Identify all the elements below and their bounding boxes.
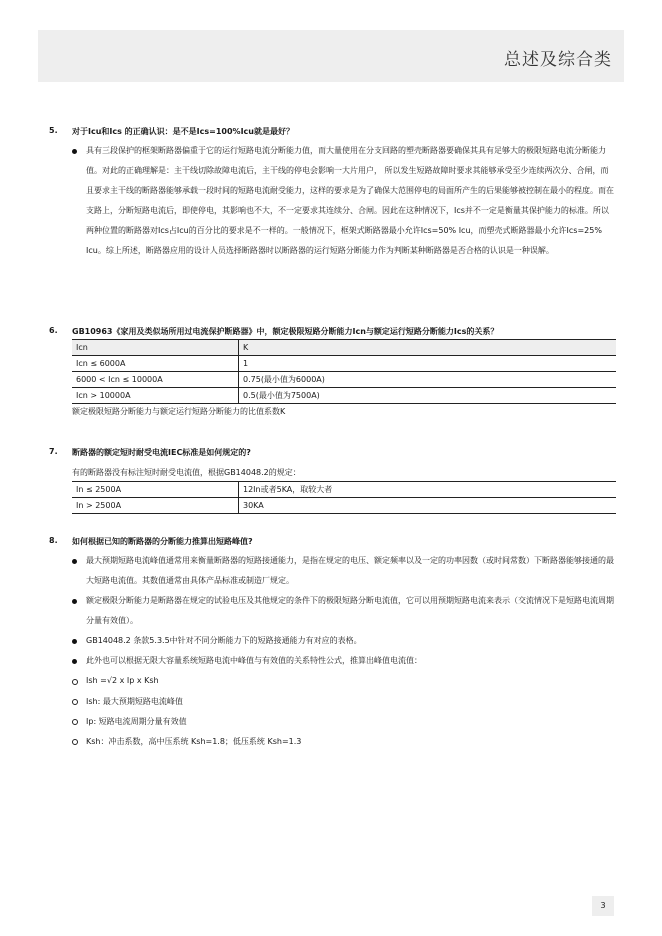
definition-line: Ip: 短路电流周期分量有效值 [86,717,187,726]
bullet-icon [72,559,77,564]
table-cell: K [239,340,617,356]
section-title: 总述及综合类 [504,50,612,70]
table-cell: 0.5(最小值为7500A) [239,388,617,404]
sub-bullet-icon [72,679,78,685]
sub-bullet-icon [72,719,78,725]
sub-bullet-icon [72,699,78,705]
table-row [72,356,616,372]
definition-line: Ish: 最大预期短路电流峰值 [86,697,183,706]
table-cell: 1 [239,356,617,372]
table-cell: Icn > 10000A [72,388,239,404]
definition-line: Ksh：冲击系数，高中压系统 Ksh=1.8；低压系统 Ksh=1.3 [86,737,302,746]
question-5-title: 对于Icu和Ics 的正确认识：是不是Ics=100%Icu就是最好？ [72,127,294,136]
header-band [38,30,624,82]
table-row [72,388,616,404]
in-rating-table [72,481,616,514]
question-5-number: 5. [49,126,58,135]
table-caption: 额定极限短路分断能力与额定运行短路分断能力的比值系数K [72,407,286,416]
icn-k-table [72,339,616,404]
table-cell: Icn [72,340,239,356]
question-8-bullet-2: 额定极限分断能力是断路器在规定的试验电压及其他规定的条件下的极限短路分断电流值，它可以用预期短路电流来表示（交流情况下是短路电流周期分量有效值）。 [86,596,614,625]
question-8-bullet-4: 此外也可以根据无限大容量系统短路电流中峰值与有效值的关系特性公式，推算出峰值电流值： [86,656,422,665]
bullet-icon [72,149,77,154]
table-row [72,372,616,388]
question-7-intro: 有的断路器没有标注短时耐受电流值，根据GB14048.2的规定： [72,468,301,477]
page-number: 3 [592,896,614,916]
question-5-paragraph: 具有三段保护的框架断路器偏重于它的运行短路电流分断能力值，而大量使用在分支回路的塑壳断路器要确保其具有足够大的极限短路电流分断能力值。对此的正确理解是：主干线切除故障电流后，主干线的停电会影响一大片用户， 所以发生短路故障时要求其能够承受至少连续两次分、合闸，而且要求主干线的断路器能够承载一段时间的短路电流耐受能力，这样的要求是为了确保大范围停电的局面所产生的后果能够被控制在最小的程度。而在支路上，分断短路电流后，即使停电，其影响也不大，不一定要求其连续分、合闸。因此在这种情况下，Ics并不一定是衡量其保护能力的标准。所以两种位置的断路器对Ics占Icu的百分比的要求是不一样的。一般情况下，框架式断路器最小允许Ics=50% Icu，而塑壳式断路器最小允许Ics=25% Icu。综上所述，断路器应用的设计人员选择断路器时以断路器的运行短路分断能力作为判断某种断路器是否合格的认识是一种误解。 [86,146,614,255]
question-8-bullet-1: 最大预期短路电流峰值通常用来衡量断路器的短路接通能力，是指在规定的电压、额定频率以及一定的功率因数（或时间常数）下断路器能够接通的最大短路电流值。其数值通常由具体产品标准或制造厂规定。 [86,556,614,585]
table-row [72,482,616,498]
question-7-number: 7. [49,447,58,456]
table-cell: 30KA [239,498,617,514]
table-cell: 12In或者5KA，取较大者 [239,482,617,498]
bullet-icon [72,639,77,644]
sub-bullet-icon [72,739,78,745]
question-8-bullet-3: GB14048.2 条款5.3.5中针对不同分断能力下的短路接通能力有对应的表格。 [86,636,362,645]
bullet-icon [72,599,77,604]
table-cell: 0.75(最小值为6000A) [239,372,617,388]
question-6-title: GB10963《家用及类似场所用过电流保护断路器》中，额定极限短路分断能力Icn与额定运行短路分断能力Ics的关系？ [72,327,499,336]
bullet-icon [72,659,77,664]
question-8-title: 如何根据已知的断路器的分断能力推算出短路峰值? [72,537,253,546]
table-cell: In > 2500A [72,498,239,514]
table-cell: Icn ≤ 6000A [72,356,239,372]
table-row [72,498,616,514]
question-6-number: 6. [49,326,58,335]
question-8-number: 8. [49,536,58,545]
question-7-title: 断路器的额定短时耐受电流IEC标准是如何规定的? [72,448,251,457]
table-header-row [72,340,616,356]
formula-line: Ish =√2 x Ip x Ksh [86,676,159,685]
table-cell: 6000 < Icn ≤ 10000A [72,372,239,388]
table-cell: In ≤ 2500A [72,482,239,498]
